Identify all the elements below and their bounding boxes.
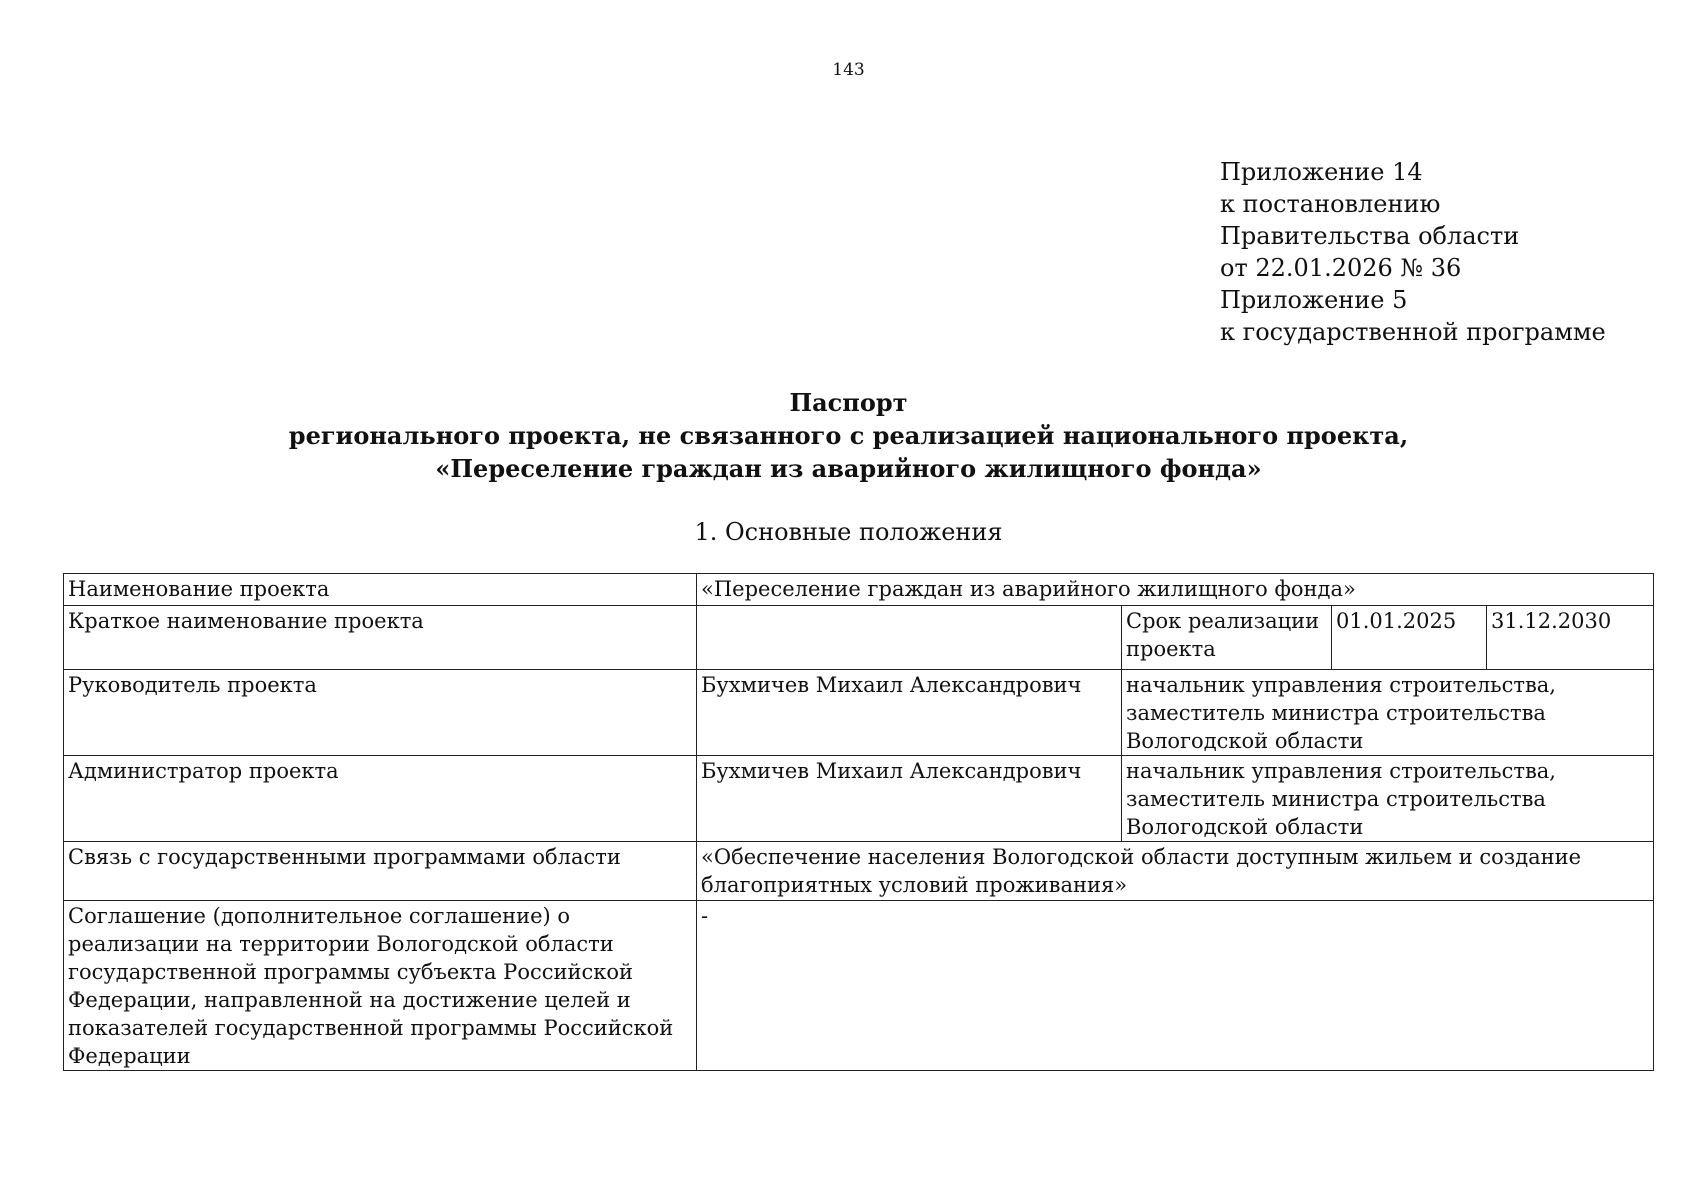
- table-row-programs-link: [64, 842, 1654, 901]
- agreement-dash: -: [701, 904, 709, 928]
- cell-start-date: 01.01.2025: [1332, 606, 1487, 670]
- passport-table: [63, 573, 1654, 1071]
- cell-admin-position: начальник управления строительства, заместитель министра строительства Вологодской области: [1122, 756, 1654, 842]
- title-line-passport: Паспорт: [789, 388, 908, 417]
- table-row-agreement: [64, 901, 1654, 1071]
- appendix-line: к постановлению: [1220, 190, 1441, 218]
- appendix-line: Приложение 5: [1220, 286, 1408, 314]
- cell-programs-link-value: «Обеспечение населения Вологодской области доступным жильем и создание благоприятных условий проживания»: [697, 842, 1654, 901]
- title-line-project-name: «Переселение граждан из аварийного жилищного фонда»: [435, 454, 1262, 483]
- cell-short-name-label: Краткое наименование проекта: [64, 606, 697, 670]
- cell-admin-name: Бухмичев Михаил Александрович: [697, 756, 1122, 842]
- table-row-head: [64, 670, 1654, 756]
- cell-head-label: Руководитель проекта: [64, 670, 697, 756]
- cell-admin-label: Администратор проекта: [64, 756, 697, 842]
- appendix-line: к государственной программе: [1220, 318, 1606, 346]
- table-row-project-name: [64, 574, 1654, 606]
- cell-period-label: Срок реализации проекта: [1122, 606, 1332, 670]
- page-number: 143: [832, 60, 865, 80]
- appendix-line: Правительства области: [1220, 222, 1520, 250]
- section-title: 1. Основные положения: [694, 518, 1003, 546]
- cell-agreement-value: [697, 901, 1654, 1071]
- appendix-line: от 22.01.2026 № 36: [1220, 254, 1462, 282]
- appendix-line: Приложение 14: [1220, 158, 1423, 186]
- cell-agreement-label: Соглашение (дополнительное соглашение) о реализации на территории Вологодской области государственной программы субъекта Российской Федерации, направленной на достижение целей и показателей государственной программы Российской Федерации: [64, 901, 697, 1071]
- cell-head-position: начальник управления строительства, заместитель министра строительства Вологодской области: [1122, 670, 1654, 756]
- cell-project-name-value: «Переселение граждан из аварийного жилищного фонда»: [697, 574, 1654, 606]
- cell-head-name: Бухмичев Михаил Александрович: [697, 670, 1122, 756]
- cell-project-name-label: Наименование проекта: [64, 574, 697, 606]
- cell-programs-link-label: Связь с государственными программами области: [64, 842, 697, 901]
- cell-end-date: 31.12.2030: [1487, 606, 1654, 670]
- table-row-administrator: [64, 756, 1654, 842]
- document-title: [0, 386, 1697, 485]
- cell-short-name-value: [697, 606, 1122, 670]
- title-line-project-type: регионального проекта, не связанного с реализацией национального проекта,: [288, 421, 1409, 450]
- appendix-block: [1220, 156, 1606, 348]
- table-row-short-name: [64, 606, 1654, 670]
